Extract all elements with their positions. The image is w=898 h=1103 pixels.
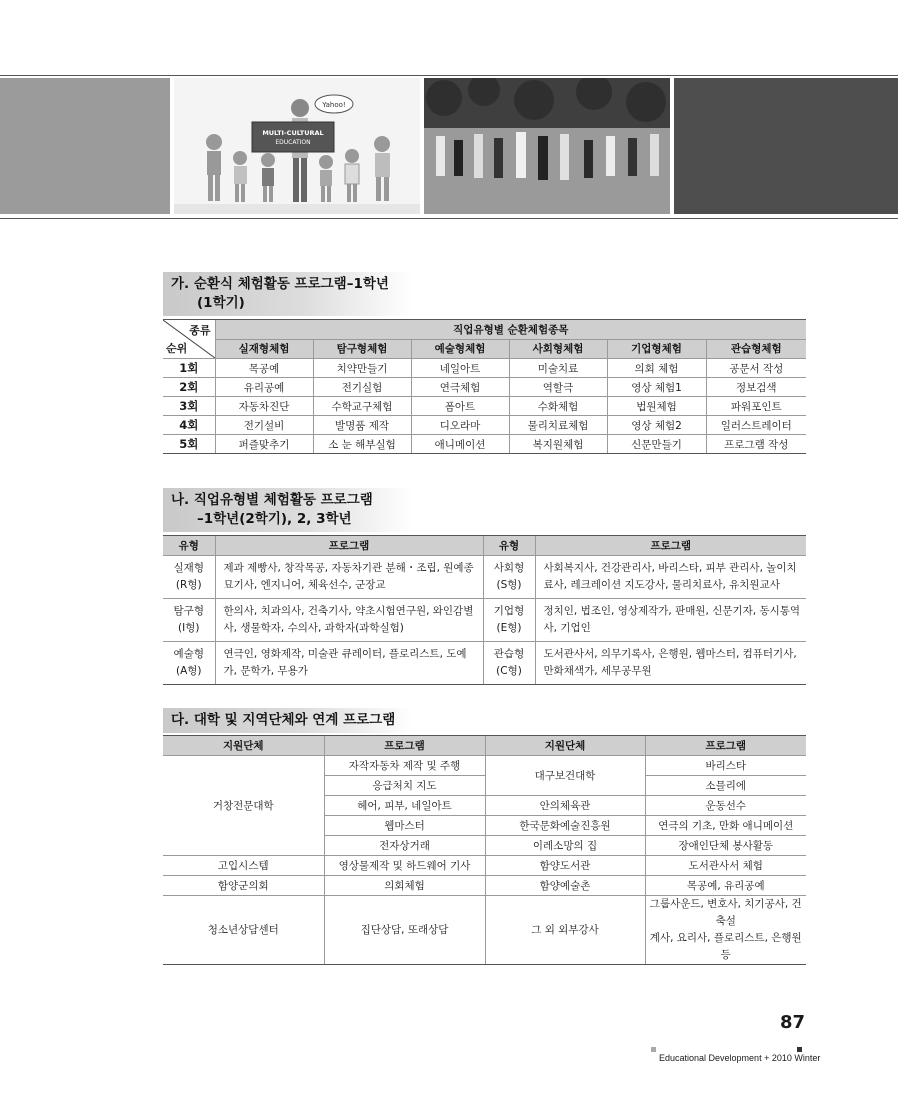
table-cell: 디오라마 [411, 416, 509, 435]
table-row [163, 556, 806, 599]
table-cell: 네일아트 [411, 359, 509, 378]
table-cell: 영상 체험2 [607, 416, 706, 435]
bubble-text: Yahoo! [322, 101, 346, 109]
type-name: 사회형 [493, 562, 525, 574]
table-cell: 목공예 [215, 359, 313, 378]
program-cell: 운동선수 [645, 796, 806, 816]
column-header: 유형 [163, 536, 215, 556]
table-cell: 역할극 [509, 378, 607, 397]
column-header: 프로그램 [324, 736, 485, 756]
banner-left-panel [0, 78, 170, 214]
table-row [163, 378, 806, 397]
table-row [163, 599, 806, 642]
table-row [163, 896, 806, 965]
org-cell: 고입시스템 [163, 856, 324, 876]
type-cell [483, 642, 535, 685]
type-name: 기업형 [493, 605, 525, 617]
org-cell: 이레소망의 집 [485, 836, 645, 856]
program-cell: 연극인, 영화제작, 미술관 큐레이터, 플로리스트, 도예가, 문학가, 무용가 [215, 642, 483, 685]
career-type-program-table [163, 535, 806, 685]
program-line: 그룹사운드, 변호사, 치기공사, 건축설 [649, 898, 802, 927]
row-label: 5회 [163, 435, 215, 454]
program-line: 계사, 요리사, 플로리스트, 은행원 등 [649, 932, 802, 961]
section2-title-line2: –1학년(2학기), 2, 3학년 [197, 511, 352, 527]
section3-title: 다. 대학 및 지역단체와 연계 프로그램 [171, 712, 396, 728]
sign-text-1: MULTI-CULTURAL [262, 129, 324, 137]
table-cell: 연극체험 [411, 378, 509, 397]
program-cell: 전자상거래 [324, 836, 485, 856]
table-cell: 프로그램 작성 [706, 435, 806, 454]
type-code: (S형) [496, 579, 522, 591]
table-cell: 수학교구체험 [313, 397, 411, 416]
banner-right-panel [674, 78, 898, 214]
table-cell: 정보검색 [706, 378, 806, 397]
banner-bottom-rule [0, 218, 898, 219]
table-cell: 전기실험 [313, 378, 411, 397]
org-cell: 한국문화예술진흥원 [485, 816, 645, 836]
table-row [163, 876, 806, 896]
table-cell: 발명품 제작 [313, 416, 411, 435]
table-cell: 자동차진단 [215, 397, 313, 416]
table-row [163, 642, 806, 685]
corner-order-label: 순위 [166, 342, 188, 355]
publication-name: Educational Development + 2010 Winter [659, 1053, 821, 1063]
row-label: 4회 [163, 416, 215, 435]
table-row [163, 756, 806, 776]
table-cell: 공문서 작성 [706, 359, 806, 378]
column-header: 관습형체험 [706, 339, 806, 359]
program-cell: 영상물제작 및 하드웨어 기사 [324, 856, 485, 876]
corner-type-label: 종류 [189, 324, 211, 337]
table-cell: 수화체험 [509, 397, 607, 416]
program-cell: 응급처치 지도 [324, 776, 485, 796]
column-header: 유형 [483, 536, 535, 556]
type-cell [163, 642, 215, 685]
type-cell [483, 599, 535, 642]
students-outdoor-photo [424, 78, 670, 214]
program-cell: 집단상담, 또래상담 [324, 896, 485, 965]
row-label: 3회 [163, 397, 215, 416]
section2-heading [163, 488, 413, 532]
org-cell: 그 외 외부강사 [485, 896, 645, 965]
type-code: (A형) [175, 665, 202, 677]
table-cell: 소 눈 해부실험 [313, 435, 411, 454]
program-cell: 도서관사서, 의무기록사, 은행원, 웹마스터, 컴퓨터기사, 만화채색가, 세무공무원 [535, 642, 806, 685]
type-code: (E형) [496, 622, 522, 634]
table-cell: 애니메이션 [411, 435, 509, 454]
table-row [163, 397, 806, 416]
footer-square-light [651, 1047, 656, 1052]
table-cell: 의회 체험 [607, 359, 706, 378]
org-cell: 청소년상담센터 [163, 896, 324, 965]
table-cell: 신문만들기 [607, 435, 706, 454]
table-corner-cell [163, 320, 215, 359]
table-row [163, 359, 806, 378]
column-header: 지원단체 [163, 736, 324, 756]
top-rule [0, 75, 898, 76]
table-cell: 유리공예 [215, 378, 313, 397]
table-row [163, 856, 806, 876]
column-header: 사회형체험 [509, 339, 607, 359]
table-cell: 파워포인트 [706, 397, 806, 416]
type-cell [163, 556, 215, 599]
sign-text-2: EDUCATION [275, 139, 311, 146]
table-cell: 미술치료 [509, 359, 607, 378]
page-number: 87 [780, 1012, 806, 1033]
program-cell: 헤어, 피부, 네일아트 [324, 796, 485, 816]
column-header: 프로그램 [215, 536, 483, 556]
program-cell: 의회체험 [324, 876, 485, 896]
table-cell: 치약만들기 [313, 359, 411, 378]
type-code: (R형) [175, 579, 202, 591]
program-cell: 소믈리에 [645, 776, 806, 796]
footer-square-dark [797, 1047, 802, 1052]
column-header: 탐구형체험 [313, 339, 411, 359]
program-cell: 한의사, 치과의사, 건축기사, 약초시험연구원, 와인감별사, 생물학자, 수의사, 과학자(과학실험) [215, 599, 483, 642]
program-cell: 목공예, 유리공예 [645, 876, 806, 896]
org-cell: 함양예술촌 [485, 876, 645, 896]
row-label: 2회 [163, 378, 215, 397]
table-cell: 폼아트 [411, 397, 509, 416]
group-header: 직업유형별 순환체험종목 [215, 320, 806, 340]
table-row [163, 435, 806, 454]
org-cell: 함양도서관 [485, 856, 645, 876]
type-name: 예술형 [173, 648, 204, 660]
type-name: 실재형 [173, 562, 204, 574]
column-header: 지원단체 [485, 736, 645, 756]
section1-title-line1: 가. 순환식 체험활동 프로그램–1학년 [171, 276, 389, 292]
org-cell: 거창전문대학 [163, 756, 324, 856]
type-name: 탐구형 [173, 605, 204, 617]
type-code: (C형) [496, 665, 522, 677]
org-cell: 안의체육관 [485, 796, 645, 816]
program-cell [645, 896, 806, 965]
column-header: 프로그램 [535, 536, 806, 556]
table-cell: 복지원체험 [509, 435, 607, 454]
table-cell: 일러스트레이터 [706, 416, 806, 435]
org-cell: 함양군의회 [163, 876, 324, 896]
column-header: 프로그램 [645, 736, 806, 756]
multicultural-illustration [174, 78, 420, 214]
section1-heading [163, 272, 413, 316]
program-cell: 바리스타 [645, 756, 806, 776]
partner-program-table [163, 735, 806, 965]
program-cell: 장애인단체 봉사활동 [645, 836, 806, 856]
column-header: 기업형체험 [607, 339, 706, 359]
table-cell: 물리치료체험 [509, 416, 607, 435]
program-cell: 제과 제빵사, 창작목공, 자동차기관 분해・조립, 원예종묘기사, 엔지니어, 체육선수, 군장교 [215, 556, 483, 599]
rotation-experience-table [163, 319, 806, 454]
row-label: 1회 [163, 359, 215, 378]
section1-title-line2: (1학기) [197, 295, 245, 311]
program-cell: 사회복지사, 건강관리사, 바리스타, 피부 관리사, 놀이치료사, 레크레이션 지도강사, 물리치료사, 유치원교사 [535, 556, 806, 599]
table-cell: 영상 체험1 [607, 378, 706, 397]
type-cell [163, 599, 215, 642]
program-cell: 웹마스터 [324, 816, 485, 836]
table-cell: 퍼즐맞추기 [215, 435, 313, 454]
program-cell: 자작자동차 제작 및 주행 [324, 756, 485, 776]
type-code: (I형) [178, 622, 200, 634]
type-name: 관습형 [493, 648, 525, 660]
program-cell: 연극의 기초, 만화 애니메이션 [645, 816, 806, 836]
type-cell [483, 556, 535, 599]
column-header: 실재형체험 [215, 339, 313, 359]
table-cell: 법원체험 [607, 397, 706, 416]
table-cell: 전기설비 [215, 416, 313, 435]
table-row [163, 416, 806, 435]
section3-heading [163, 708, 413, 733]
org-cell: 대구보건대학 [485, 756, 645, 796]
section2-title-line1: 나. 직업유형별 체험활동 프로그램 [171, 492, 373, 508]
program-cell: 정치인, 법조인, 영상제작가, 판매원, 신문기자, 동시통역사, 기업인 [535, 599, 806, 642]
column-header: 예술형체험 [411, 339, 509, 359]
program-cell: 도서관사서 체험 [645, 856, 806, 876]
